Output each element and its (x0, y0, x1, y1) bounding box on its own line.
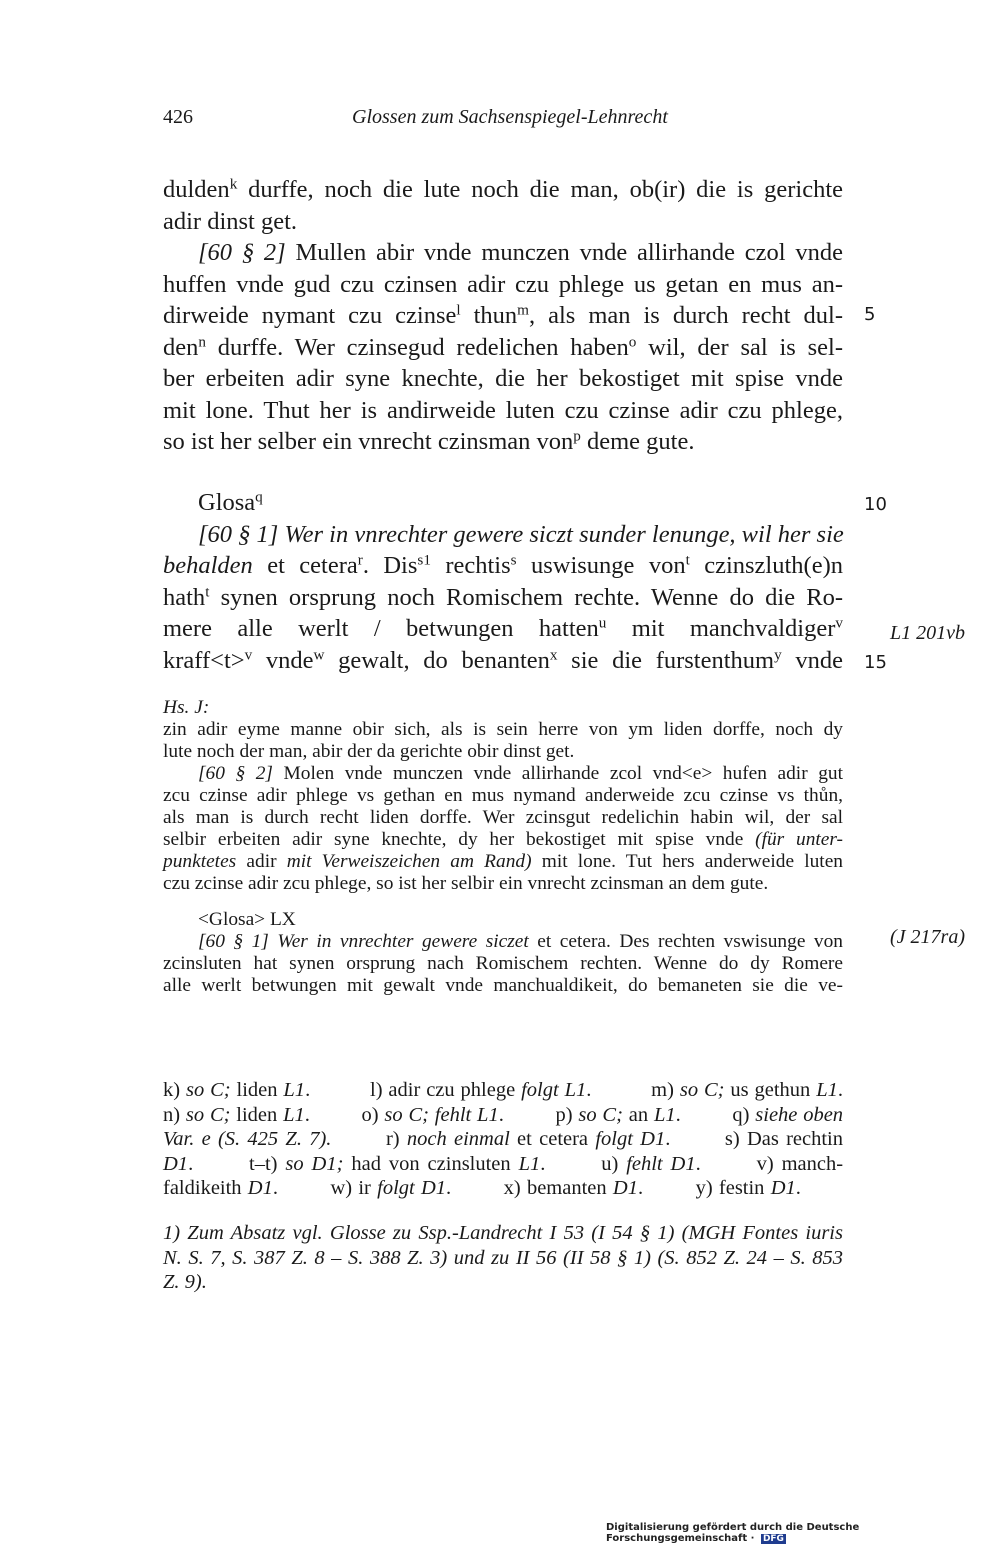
line-number-10: 10 (864, 494, 887, 515)
main-line-7: ber erbeiten adir syne knechte, die her bekostiget mit spise vnde (163, 365, 843, 392)
variant-r: r) noch einmal et cetera folgt D1. (385, 1128, 671, 1150)
dfg-separator: · (750, 1533, 755, 1544)
footnote (163, 1221, 843, 1295)
glosa-line-4: mere alle werlt / betwungen hatten$^u$ mit manchvaldiger$^v$ (163, 614, 843, 642)
variants-line-5 (163, 1176, 843, 1201)
dfg-credit-text: Digitalisierung gefördert durch die Deutsche Forschungsgemeinschaft (606, 1522, 860, 1544)
variant-v-cont: faldikeith D1. (163, 1177, 278, 1199)
glosa-line-1: [60 § 1] Wer in vnrechter gewere siczt sunder lenunge, wil her sie (198, 520, 844, 548)
main-line-6: den$^n$ durffe. Wer czinsegud redelichen haben$^o$ wil, der sal is sel- (163, 333, 843, 361)
glosa-heading: Glosa$^q$ (198, 488, 263, 516)
main-line-9: so ist her selber ein vnrecht czinsman von$^p$ deme gute. (163, 427, 695, 455)
glosa-line-3: hath$^t$ synen orsprung noch Romischem rechte. Wenne do die Ro- (163, 583, 843, 611)
variant-w: w) ir folgt D1. (330, 1177, 452, 1199)
main-line-8: mit lone. Thut her is andirweide luten czu czinse adir czu phlege, (163, 396, 843, 424)
line-number-15: 15 (864, 652, 887, 673)
main-line-4: huffen vnde gud czu czinsen adir czu phlege us getan en mus an- (163, 270, 843, 298)
hs-j-label: Hs. J: (163, 697, 210, 718)
variant-x: x) bemanten D1. (503, 1177, 644, 1199)
footnote-line-2: N. S. 7, S. 387 Z. 8 – S. 388 Z. 3) und zu II 56 (II 58 § 1) (S. 852 Z. 24 – S. 853 (163, 1246, 843, 1269)
hs-j-section (163, 697, 843, 997)
variant-q-cont: Var. e (S. 425 Z. 7). (163, 1128, 332, 1150)
glosa-line-2: behalden et cetera$^r$. Dis$^{s1}$ rechtis$^s$ uswisunge von$^t$ czinszluth(e)n (163, 551, 843, 579)
variants-line-3 (163, 1127, 843, 1152)
line-number-5: 5 (864, 304, 876, 325)
variant-t: t–t) so D1; had von czinsluten L1. (249, 1152, 546, 1175)
hs-j-line-8: czu zcinse adir zcu phlege, so ist her selbir ein vnrecht zcinsman an dem gute. (163, 873, 769, 894)
glosa-line-5: kraff<t>$^v$ vnde$^w$ gewalt, do benanten$^x$ sie die furstenthum$^y$ vnde (163, 646, 844, 674)
dfg-credit (606, 1522, 1000, 1544)
hs-j-glosa-line-1: [60 § 1] Wer in vnrechter gewere siczet et cetera. Des rechten vswisunge von (198, 931, 843, 952)
dfg-logo: DFG (762, 1534, 784, 1544)
margin-reference-l1: L1 201vb (890, 622, 965, 644)
variants-line-2 (163, 1103, 843, 1128)
variant-apparatus (163, 1078, 843, 1201)
main-line-5: dirweide nymant czu czinse$^l$ thun$^m$, als man is durch recht dul- (163, 301, 844, 329)
hs-j-glosa-line-2: zcinsluten hat synen orsprung nach Romischem rechten. Wenne do dy Romere (163, 953, 843, 974)
hs-j-glosa-heading: <Glosa> LX (198, 909, 296, 930)
hs-j-line-3: [60 § 2] Molen vnde munczen vnde allirhande zcol vnd<e> hufen adir gut (198, 763, 843, 784)
hs-j-line-2: lute noch der man, abir der da gerichte obir dinst get. (163, 741, 575, 762)
hs-j-line-5: als man is durch recht liden dorffe. Wer zcinsgut redelichin habin wil, der sal (163, 807, 843, 828)
hs-j-glosa-line-3: alle werlt betwungen mit gewalt vnde manchualdikeit, do bemaneten sie die ve- (163, 975, 843, 996)
hs-j-line-7: punktetes adir mit Verweiszeichen am Rand) mit lone. Tut hers anderweide luten (163, 851, 843, 872)
variant-o: o) so C; fehlt L1. (361, 1103, 504, 1126)
main-line-2: adir dinst get. (163, 207, 298, 235)
page-number: 426 (163, 106, 193, 128)
variant-q: q) siehe oben (732, 1103, 844, 1126)
variants-line-1 (163, 1078, 843, 1103)
variant-y: y) festin D1. (695, 1177, 801, 1199)
main-line-1: dulden$^k$ durffe, noch die lute noch die man, ob(ir) die is gerichte (163, 175, 843, 203)
variant-n: n) so C; liden L1. (163, 1103, 310, 1126)
hs-j-line-1: zin adir eyme manne obir sich, als is sein herre von ym liden dorffe, noch dy (163, 719, 843, 740)
running-title: Glossen zum Sachsenspiegel-Lehnrecht (352, 106, 668, 128)
variant-m: m) so C; us gethun L1. (651, 1079, 843, 1101)
footnote-line-3: Z. 9). (163, 1271, 207, 1293)
variant-k: k) so C; liden L1. (163, 1079, 311, 1101)
main-line-3: [60 § 2] Mullen abir vnde munczen vnde allirhande czol vnde (198, 239, 843, 266)
variants-line-4 (163, 1152, 843, 1177)
margin-reference-j: (J 217ra) (890, 926, 965, 948)
variant-s: s) Das rechtin (724, 1128, 844, 1150)
footnote-line-1: 1) Zum Absatz vgl. Glosse zu Ssp.-Landrecht I 53 (I 54 § 1) (MGH Fontes iuris (163, 1222, 843, 1244)
variant-p: p) so C; an L1. (555, 1103, 681, 1126)
variant-u: u) fehlt D1. (601, 1152, 701, 1175)
variant-l: l) adir czu phlege folgt L1. (370, 1079, 592, 1101)
variant-s-cont: D1. (163, 1152, 194, 1175)
glosa-section (163, 487, 843, 676)
main-text (163, 174, 843, 458)
hs-j-line-6: selbir erbeiten adir syne knechte, dy her bekostiget mit spise vnde (für unter- (163, 829, 844, 850)
hs-j-line-4: zcu czinse adir phlege vs gethan en mus nymand anderweide zcu czinse vs thůn, (163, 785, 843, 806)
variant-v: v) manch- (756, 1152, 844, 1175)
